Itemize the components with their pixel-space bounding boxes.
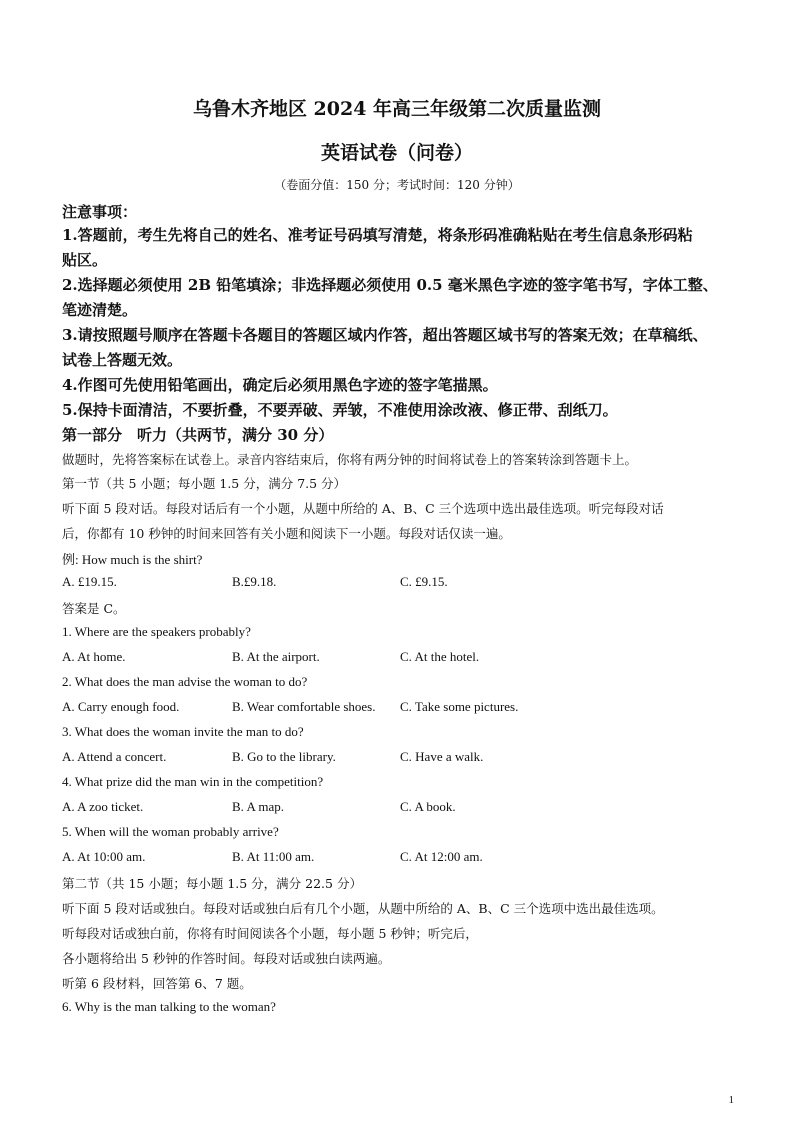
note-line: 贴区。 bbox=[62, 251, 108, 269]
section2-instruction: 听下面 5 段对话或独白。每段对话或独白后有几个小题，从题中所给的 A、B、C 三个选项中选出最佳选项。 bbox=[62, 901, 664, 916]
notes-heading: 注意事项： bbox=[62, 203, 138, 221]
note-line: 2.选择题必须使用 2B 铅笔填涂；非选择题必须使用 0.5 毫米黑色字迹的签字笔书写，字体工整、 bbox=[62, 276, 718, 294]
example-answer: 答案是 C。 bbox=[62, 601, 126, 616]
option-c: C. Have a walk. bbox=[400, 749, 484, 764]
note-line: 3.请按照题号顺序在答题卡各题目的答题区域内作答，超出答题区域书写的答案无效；在草稿纸、 bbox=[62, 326, 708, 344]
option-b: B.£9.18. bbox=[232, 574, 277, 589]
example-question: 例: How much is the shirt? bbox=[62, 552, 203, 567]
exam-title: 乌鲁木齐地区 2024 年高三年级第二次质量监测 bbox=[192, 98, 602, 120]
option-c: C. A book. bbox=[400, 799, 456, 814]
option-b: B. At 11:00 am. bbox=[232, 849, 315, 864]
option-b: B. A map. bbox=[232, 799, 285, 814]
option-b: B. At the airport. bbox=[232, 649, 320, 664]
option-b: B. Go to the library. bbox=[232, 749, 336, 764]
part1-heading: 第一部分 听力（共两节，满分 30 分） bbox=[62, 426, 334, 444]
note-line: 4.作图可先使用铅笔画出，确定后必须用黑色字迹的签字笔描黑。 bbox=[62, 376, 498, 394]
exam-subtitle: 英语试卷（问卷） bbox=[320, 142, 473, 164]
section2-instruction: 听每段对话或独白前，你将有时间阅读各个小题，每小题 5 秒钟；听完后， bbox=[62, 926, 478, 941]
section1-instruction: 听下面 5 段对话。每段对话后有一个小题，从题中所给的 A、B、C 三个选项中选出最佳选项。听完每段对话 bbox=[62, 501, 664, 516]
section1-instruction: 后，你都有 10 秒钟的时间来回答有关小题和阅读下一小题。每段对话仅读一遍。 bbox=[62, 526, 511, 541]
section2-heading: 第二节（共 15 小题；每小题 1.5 分，满分 22.5 分） bbox=[62, 876, 362, 891]
exam-info: （卷面分值：150 分；考试时间：120 分钟） bbox=[274, 178, 520, 192]
page-number: 1 bbox=[728, 1094, 734, 1106]
question: 3. What does the woman invite the man to do? bbox=[62, 724, 304, 739]
option-a: A. At home. bbox=[62, 649, 126, 664]
option-a: A. Attend a concert. bbox=[62, 749, 167, 764]
part1-instruction: 做题时，先将答案标在试卷上。录音内容结束后，你将有两分钟的时间将试卷上的答案转涂到答题卡上。 bbox=[62, 452, 638, 467]
note-line: 试卷上答题无效。 bbox=[62, 351, 183, 369]
material-heading: 听第 6 段材料，回答第 6、7 题。 bbox=[62, 976, 252, 991]
question: 6. Why is the man talking to the woman? bbox=[62, 999, 276, 1014]
option-a: A. At 10:00 am. bbox=[62, 849, 146, 864]
option-a: A. £19.15. bbox=[62, 574, 117, 589]
option-b: B. Wear comfortable shoes. bbox=[232, 699, 376, 714]
option-a: A. Carry enough food. bbox=[62, 699, 180, 714]
note-line: 笔迹清楚。 bbox=[62, 301, 138, 319]
option-a: A. A zoo ticket. bbox=[62, 799, 144, 814]
question: 4. What prize did the man win in the competition? bbox=[62, 774, 324, 789]
question: 2. What does the man advise the woman to do? bbox=[62, 674, 308, 689]
option-c: C. At the hotel. bbox=[400, 649, 480, 664]
note-line: 5.保持卡面清洁，不要折叠，不要弄破、弄皱，不准使用涂改液、修正带、刮纸刀。 bbox=[62, 401, 618, 419]
section1-heading: 第一节（共 5 小题；每小题 1.5 分，满分 7.5 分） bbox=[62, 476, 347, 491]
note-line: 1.答题前，考生先将自己的姓名、准考证号码填写清楚，将条形码准确粘贴在考生信息条形码粘 bbox=[62, 226, 693, 244]
question: 5. When will the woman probably arrive? bbox=[62, 824, 279, 839]
section2-instruction: 各小题将给出 5 秒钟的作答时间。每段对话或独白读两遍。 bbox=[62, 951, 391, 966]
option-c: C. £9.15. bbox=[400, 574, 448, 589]
question: 1. Where are the speakers probably? bbox=[62, 624, 251, 639]
option-c: C. Take some pictures. bbox=[400, 699, 519, 714]
option-c: C. At 12:00 am. bbox=[400, 849, 483, 864]
